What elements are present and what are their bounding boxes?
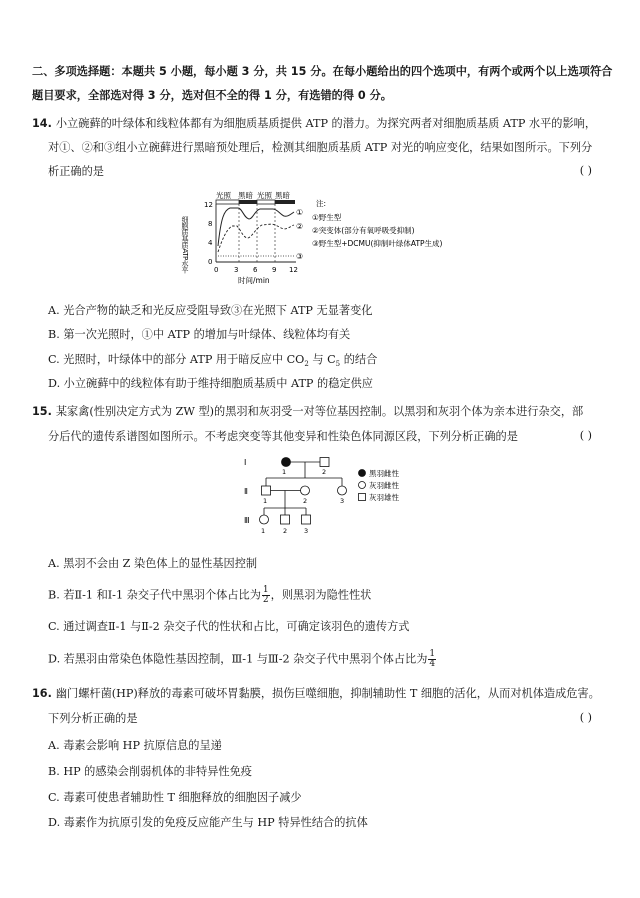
q14-option-c-sub2: 5: [335, 360, 341, 369]
x-tick-0: 0: [214, 266, 219, 274]
gen3-ind2-gray-male: [281, 515, 290, 524]
gen3-ind1-gray-female: [260, 515, 269, 524]
curve-wild-type: [218, 208, 294, 246]
q15-option-d-fraction: [428, 650, 436, 669]
q15-option-b-fraction: [262, 586, 270, 605]
curve-label-1: ①: [296, 208, 304, 217]
q14-stem-line1: [32, 116, 610, 132]
q15-option-d[interactable]: [48, 650, 437, 669]
q16-option-b[interactable]: B. HP 的感染会削弱机体的非特异性免疫: [48, 765, 252, 778]
gen1-num-1: 1: [282, 468, 287, 476]
q15-option-d-pre: D. 若黑羽由常染色体隐性基因控制，Ⅲ-1 与Ⅲ-2 杂交子代中黑羽个体占比为: [48, 652, 428, 666]
q16-option-a[interactable]: A. 毒素会影响 HP 抗原信息的呈递: [48, 739, 222, 752]
x-axis-label: 时间/min: [238, 276, 270, 285]
q14-option-c-pre: C. 光照时，叶绿体中的部分 ATP 用于暗反应中 CO: [48, 353, 305, 366]
gen-label-1: Ⅰ: [244, 458, 247, 467]
legend-item-3: ③野生型+DCMU(抑制叶绿体ATP生成): [312, 239, 443, 248]
q14-option-b[interactable]: B. 第一次光照时，①中 ATP 的增加与叶绿体、线粒体均有关: [48, 328, 351, 341]
q15-option-b-post: ，则黑羽为隐性性状: [270, 588, 372, 602]
y-tick-8: 8: [208, 220, 213, 228]
q14-option-c-sub1: 2: [304, 360, 309, 369]
phase-bar-dark-2: [275, 200, 295, 204]
legend-item-1: ①野生型: [312, 213, 342, 222]
gen1-ind1-black-female: [282, 458, 291, 467]
curve-label-3: ③: [296, 252, 304, 261]
gen3-num-1: 1: [261, 527, 266, 535]
phase-label-2: 黑暗: [238, 191, 253, 200]
q14-stem-line2: 对①、②和③组小立碗藓进行黑暗预处理后，检测其细胞质基质 ATP 对光的响应变化，结果如图所示。下列分: [48, 141, 593, 154]
q14-option-d[interactable]: D. 小立碗藓中的线粒体有助于维持细胞质基质中 ATP 的稳定供应: [48, 377, 373, 390]
phase-label-3: 光照: [257, 191, 272, 200]
q14-answer-blank: ( ): [579, 164, 592, 177]
q15-option-b[interactable]: [48, 586, 371, 605]
q15-pedigree: [240, 452, 440, 540]
q14-option-c-mid: 与 C: [308, 353, 336, 366]
q16-stem-line2: 下列分析正确的是: [48, 712, 138, 725]
curve-label-2: ②: [296, 222, 304, 231]
q16-option-c[interactable]: C. 毒素可使患者辅助性 T 细胞释放的细胞因子减少: [48, 791, 302, 804]
section-title-cont: 题目要求，全部选对得 3 分，选对但不全的得 1 分，有选错的得 0 分。: [32, 89, 392, 102]
phase-label-4: 黑暗: [275, 191, 290, 200]
q14-option-c[interactable]: [48, 352, 377, 372]
phase-bar-light-1: [216, 200, 239, 204]
x-tick-3: 3: [234, 266, 239, 274]
q15-stem-line2: 分后代的遗传系谱图如图所示。不考虑突变等其他变异和性染色体同源区段，下列分析正确的是: [48, 430, 518, 443]
gen-label-2: Ⅱ: [244, 487, 248, 496]
q15-line1-text: 某家禽(性别决定方式为 ZW 型)的黑羽和灰羽受一对等位基因控制。以黑羽和灰羽个体为亲本进行杂交，部: [55, 405, 584, 418]
x-tick-12: 12: [289, 266, 298, 274]
legend-gray-male-symbol: [359, 494, 366, 501]
legend-gray-female: 灰羽雌性: [369, 481, 399, 490]
legend-title: 注:: [316, 199, 327, 208]
curve-mutant: [218, 224, 294, 252]
q15-b-den: 2: [262, 595, 269, 605]
q16-number: 16.: [32, 687, 52, 700]
q16-answer-blank: ( ): [579, 711, 592, 724]
section-title: 二、多项选择题：本题共 5 小题，每小题 3 分，共 15 分。在每小题给出的四个选项中，有两个或两个以上选项符合: [32, 65, 613, 78]
gen2-ind3-gray-female: [338, 486, 347, 495]
phase-bar-dark-1: [239, 200, 257, 204]
gen-label-3: Ⅲ: [244, 516, 250, 525]
legend-black-female: 黑羽雌性: [369, 469, 399, 478]
q15-option-a[interactable]: A. 黑羽不会由 Z 染色体上的显性基因控制: [48, 557, 258, 570]
q15-option-b-pre: B. 若Ⅱ-1 和Ⅰ-1 杂交子代中黑羽个体占比为: [48, 588, 261, 602]
y-tick-0: 0: [208, 258, 213, 266]
legend-gray-female-symbol: [359, 482, 366, 489]
q14-option-a[interactable]: [48, 303, 372, 319]
gen3-num-2: 2: [283, 527, 288, 535]
q14-option-c-post: 的结合: [340, 353, 378, 366]
legend-black-female-symbol: [359, 470, 366, 477]
q15-b-num: 1: [262, 585, 269, 595]
x-tick-6: 6: [253, 266, 258, 274]
gen2-ind1-gray-male: [262, 486, 271, 495]
y-tick-4: 4: [208, 239, 213, 247]
y-tick-12: 12: [204, 201, 213, 209]
q14-stem-line3: 析正确的是: [48, 165, 104, 178]
gen2-ind2-gray-female: [301, 486, 310, 495]
gen1-ind2-gray-male: [320, 458, 329, 467]
q14-number: 14.: [32, 117, 52, 130]
q14-line1-text: 小立碗藓的叶绿体和线粒体都有为细胞质基质提供 ATP 的潜力。为探究两者对细胞质基质 ATP 水平的影响，: [55, 117, 597, 130]
gen2-num-2: 2: [303, 497, 308, 505]
gen1-num-2: 2: [322, 468, 327, 476]
q15-option-c[interactable]: C. 通过调查Ⅱ-1 与Ⅱ-2 杂交子代的性状和占比，可确定该羽色的遗传方式: [48, 620, 410, 633]
gen3-ind3-gray-male: [302, 515, 311, 524]
q16-stem-line1: [32, 686, 610, 702]
gen3-num-3: 3: [304, 527, 309, 535]
gen2-num-1: 1: [263, 497, 268, 505]
phase-label-1: 光照: [216, 191, 231, 200]
q16-line1-text: 幽门螺杆菌(HP)释放的毒素可破坏胃黏膜，损伤巨噬细胞，抑制辅助性 T 细胞的活化，从而对机体造成危害。: [55, 687, 600, 700]
q15-d-den: 4: [429, 659, 436, 669]
q15-answer-blank: ( ): [579, 429, 592, 442]
q16-option-d[interactable]: D. 毒素作为抗原引发的免疫反应能产生与 HP 特异性结合的抗体: [48, 816, 368, 829]
legend-gray-male: 灰羽雄性: [369, 493, 399, 502]
q15-d-num: 1: [429, 649, 436, 659]
gen2-num-3: 3: [340, 497, 345, 505]
q15-number: 15.: [32, 405, 52, 418]
q14-option-a-text: A. 光合产物的缺乏和光反应受阻导致③在光照下 ATP 无显著变化: [48, 304, 373, 317]
q15-stem-line1: [32, 404, 610, 420]
phase-bar-light-2: [257, 200, 275, 204]
legend-item-2: ②突变体(部分有氧呼吸受抑制): [312, 226, 415, 235]
q14-figure: [176, 188, 506, 286]
x-tick-9: 9: [272, 266, 277, 274]
y-axis-label: 细胞质基质ATP水平: [181, 216, 189, 273]
